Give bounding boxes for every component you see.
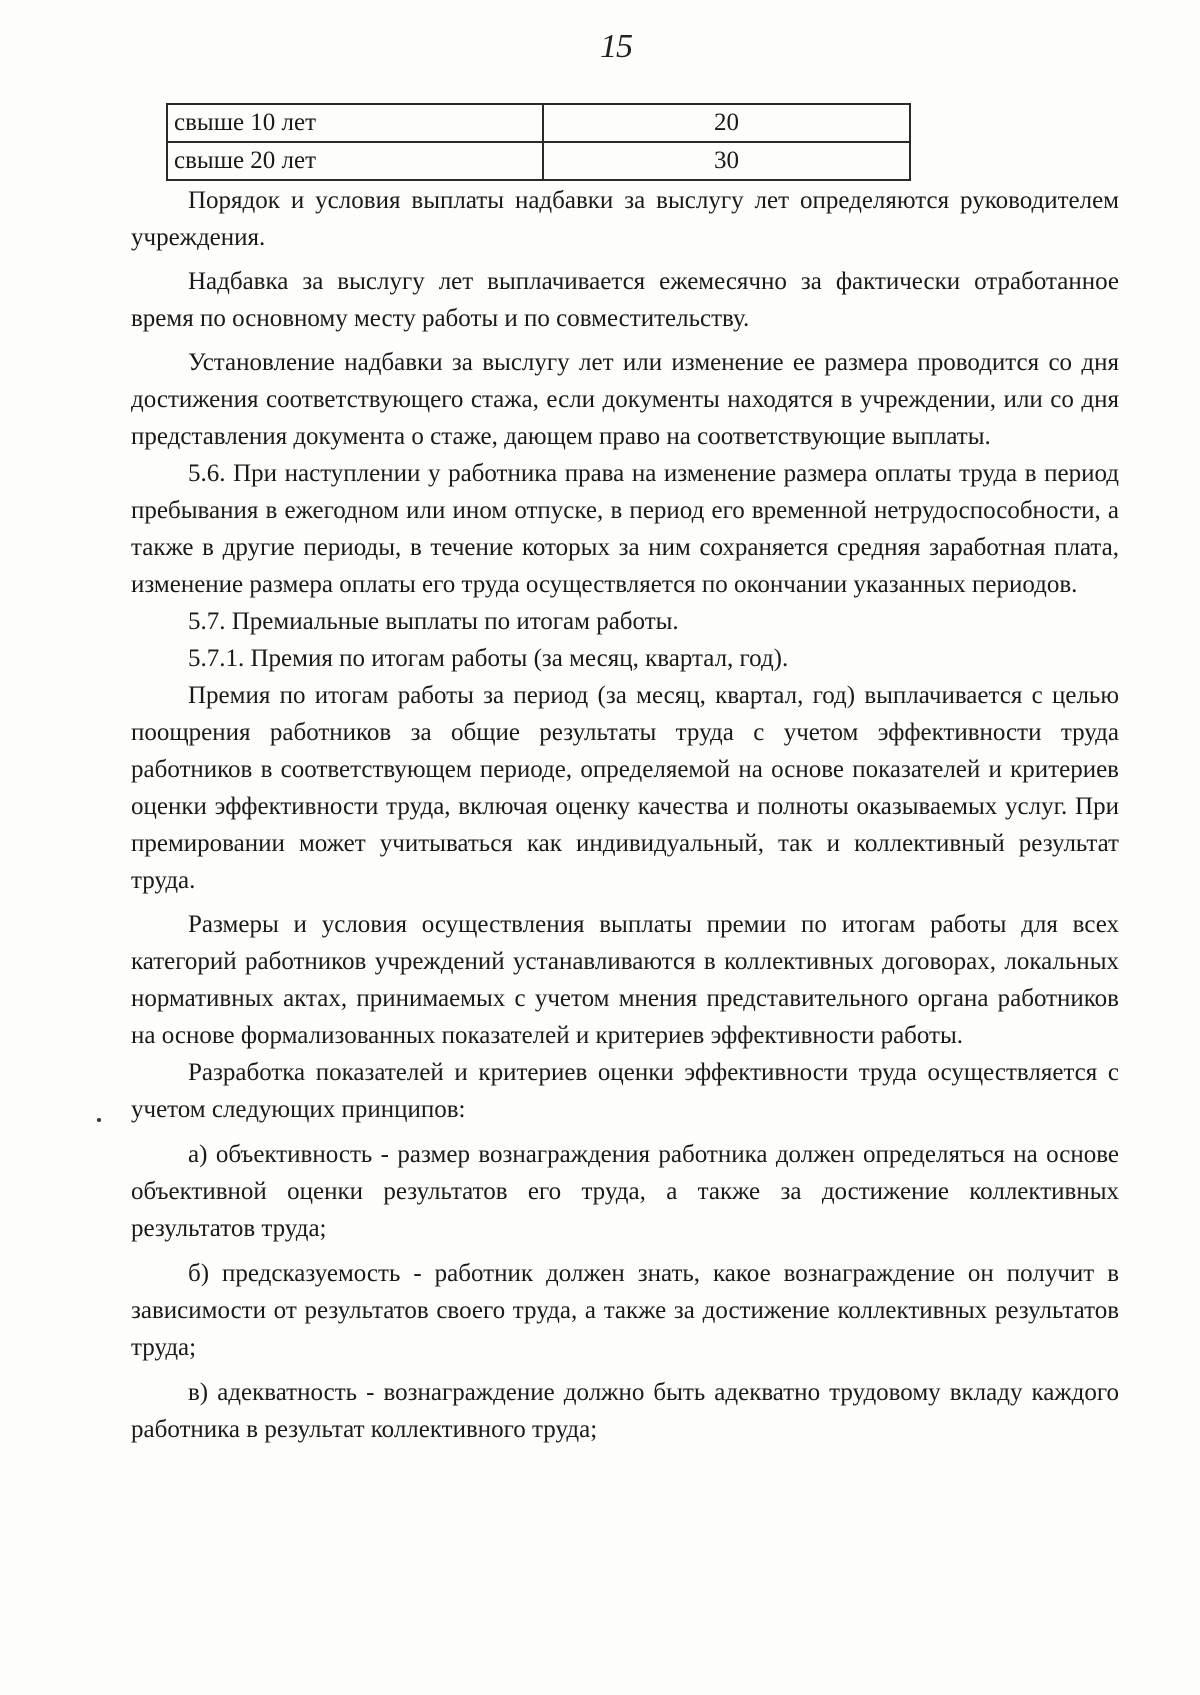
document-body xyxy=(131,182,1119,1448)
table-row xyxy=(167,142,910,180)
heading-section-5-7-1: 5.7.1. Премия по итогам работы (за месяц, квартал, год). xyxy=(188,645,789,672)
paragraph: Установление надбавки за выслугу лет или изменение ее размера проводится со дня достижения соответствующего стажа, если документы находятся в учреждении, или со дня представления документа о стаже, дающем право на соответствующие выплаты. xyxy=(131,349,1119,450)
scan-speck xyxy=(97,1118,101,1122)
list-item: в) адекватность - вознаграждение должно быть адекватно трудовому вкладу каждого работника в результат коллективного труда; xyxy=(131,1379,1119,1443)
paragraph: Премия по итогам работы за период (за месяц, квартал, год) выплачивается с целью поощрения работников за общие результаты труда с учетом эффективности труда работников в соответствующем периоде, определяемой на основе показателей и критериев оценки эффективности труда, включая оценку качества и полноты оказываемых услуг. При премировании может учитываться как индивидуальный, так и коллективный результат труда. xyxy=(131,682,1119,894)
table-cell-period: свыше 20 лет xyxy=(167,142,543,180)
paragraph: Разработка показателей и критериев оценки эффективности труда осуществляется с учетом следующих принципов: xyxy=(131,1059,1119,1123)
table-cell-value: 20 xyxy=(543,104,910,142)
seniority-bonus-table xyxy=(166,103,911,181)
list-item: б) предсказуемость - работник должен знать, какое вознаграждение он получит в зависимости от результатов своего труда, а также за достижение коллективных результатов труда; xyxy=(131,1260,1119,1361)
heading-section-5-7: 5.7. Премиальные выплаты по итогам работы. xyxy=(188,608,679,635)
paragraph: Надбавка за выслугу лет выплачивается ежемесячно за фактически отработанное время по основному месту работы и по совместительству. xyxy=(131,268,1119,332)
list-item: а) объективность - размер вознаграждения работника должен определяться на основе объективной оценки результатов его труда, а также за достижение коллективных результатов труда; xyxy=(131,1141,1119,1242)
table-cell-period: свыше 10 лет xyxy=(167,104,543,142)
paragraph: Порядок и условия выплаты надбавки за выслугу лет определяются руководителем учреждения. xyxy=(131,187,1119,251)
table-cell-value: 30 xyxy=(543,142,910,180)
page-number: 15 xyxy=(600,28,632,65)
paragraph: Размеры и условия осуществления выплаты премии по итогам работы для всех категорий работников учреждений устанавливаются в коллективных договорах, локальных нормативных актах, принимаемых с учетом мнения представительного органа работников на основе формализованных показателей и критериев эффективности работы. xyxy=(131,911,1119,1049)
paragraph-section-5-6: 5.6. При наступлении у работника права на изменение размера оплаты труда в период пребывания в ежегодном или ином отпуске, в период его временной нетрудоспособности, а также в другие периоды, в течение которых за ним сохраняется средняя заработная плата, изменение размера оплаты его труда осуществляется по окончании указанных периодов. xyxy=(131,460,1119,598)
table-row xyxy=(167,104,910,142)
